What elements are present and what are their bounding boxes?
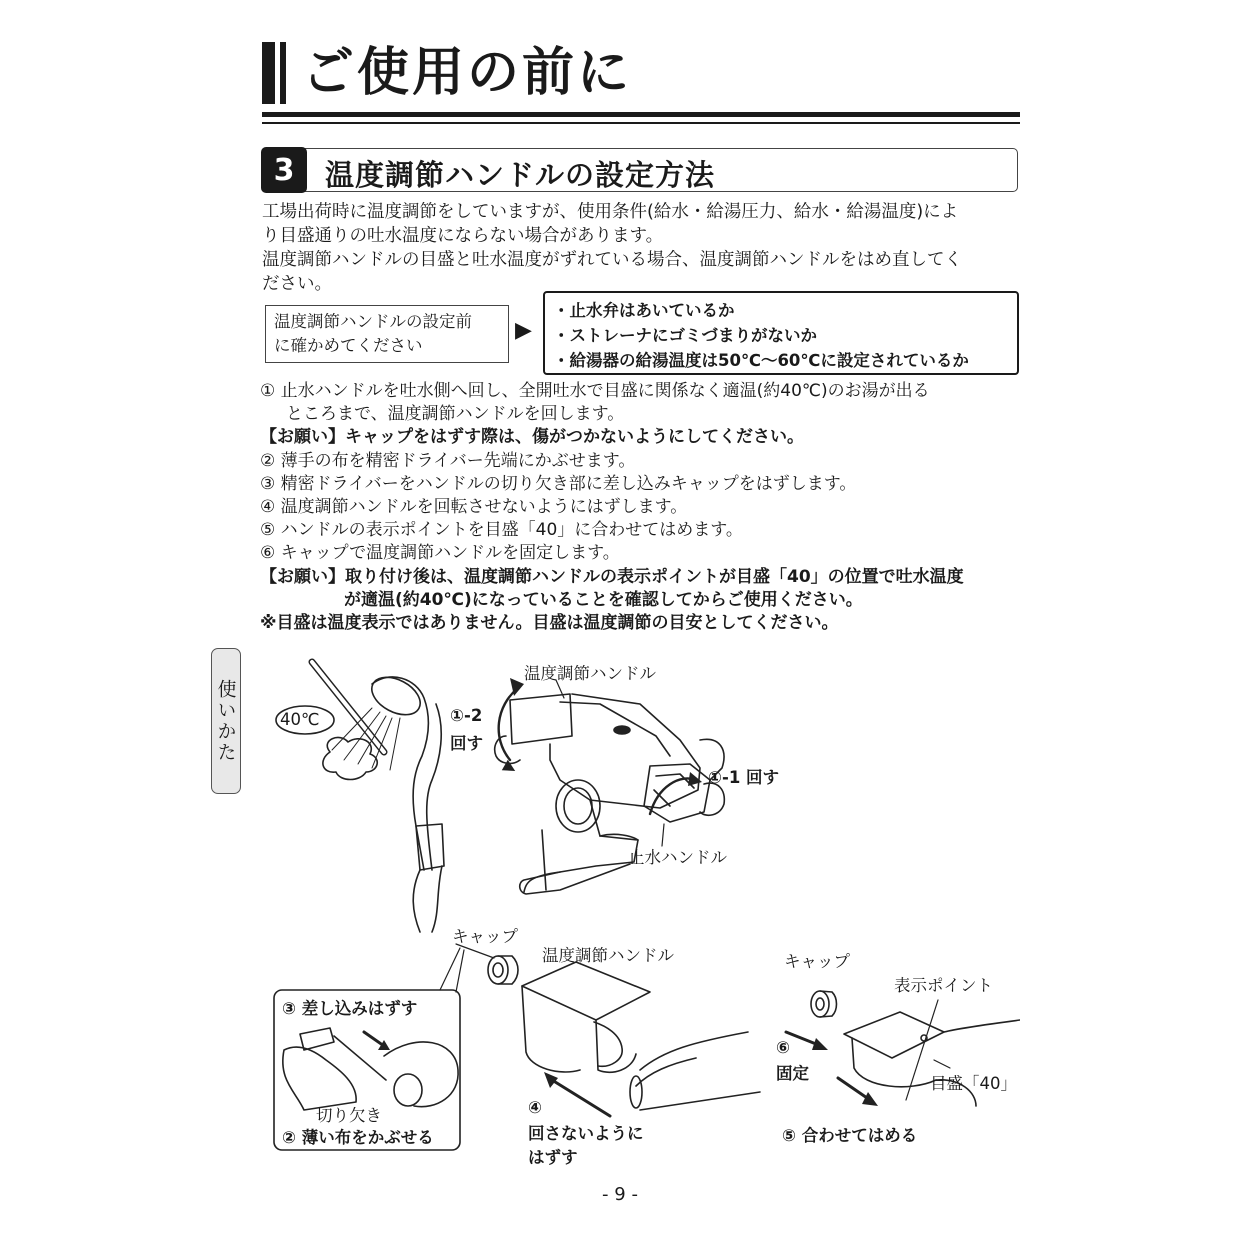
intro-text (262, 200, 1022, 296)
screwdriver-cloth-drawing (283, 1028, 458, 1110)
indicator-point-label: 表示ポイント (894, 976, 993, 995)
stop-handle-label: 止水ハンドル (628, 848, 727, 867)
cap-label: キャップ (784, 952, 850, 971)
step-5: ⑤ ハンドルの表示ポイントを目盛「40」に合わせてはめます。 (260, 520, 743, 541)
page-number: - 9 - (602, 1184, 638, 1205)
step5-label: ⑤ 合わせてはめる (782, 1126, 918, 1145)
caution-note: 【お願い】キャップをはずす際は、傷がつかないようにしてください。 (260, 427, 804, 448)
page-title (262, 40, 632, 106)
intro-line: ださい。 (262, 274, 332, 294)
title-rule-thin (262, 122, 1020, 124)
cap-label: キャップ (452, 927, 518, 946)
precheck-item: ・給湯器の給湯温度は50℃〜60℃に設定されているか (553, 351, 969, 370)
caution-note-cont: が適温(約40℃)になっていることを確認してからご使用ください。 (344, 589, 863, 610)
step-2: ② 薄手の布を精密ドライバー先端にかぶせます。 (260, 450, 636, 471)
side-tab-label: 使いかた (214, 679, 237, 763)
rotate-1-2-label: 回す (450, 734, 483, 753)
step-1-cont: ところまで、温度調節ハンドルを回します。 (286, 404, 625, 425)
step-3: ③ 精密ドライバーをハンドルの切り欠き部に差し込みキャップをはずします。 (260, 473, 857, 494)
step3-callout: ③ 差し込みはずす (282, 999, 418, 1018)
notch-label: 切り欠き (316, 1106, 382, 1125)
section-title: 温度調節ハンドルの設定方法 (325, 158, 716, 192)
precheck-item: ・ストレーナにゴミづまりがないか (553, 326, 817, 345)
precheck-label-line: に確かめてください (274, 336, 423, 355)
intro-line: り目盛通りの吐水温度にならない場合があります。 (262, 226, 664, 246)
steps-list (260, 380, 1030, 635)
temp-handle-label: 温度調節ハンドル (524, 664, 656, 683)
precheck-label-line: 温度調節ハンドルの設定前 (274, 312, 472, 331)
side-tab-usage[interactable] (211, 648, 241, 794)
arrow-right-icon: ▶ (515, 318, 532, 343)
scale-note: ※目盛は温度表示ではありません。目盛は温度調節の目安としてください。 (260, 613, 839, 634)
step2-callout: ② 薄い布をかぶせる (282, 1128, 434, 1147)
cap-handle-exploded-drawing (456, 944, 760, 1116)
temp-label: 40℃ (280, 710, 320, 729)
intro-line: 工場出荷時に温度調節をしていますが、使用条件(給水・給湯圧力、給水・給湯温度)によ (262, 202, 959, 222)
illustration-drawings (260, 640, 1020, 1180)
precheck-item: ・止水弁はあいているか (553, 301, 735, 320)
caution-note: 【お願い】取り付け後は、温度調節ハンドルの表示ポイントが目盛「40」の位置で吐水温度 (260, 566, 964, 587)
temp-handle-label: 温度調節ハンドル (542, 946, 674, 965)
rotate-1-2-label: ①-2 (450, 706, 483, 725)
precheck-list (543, 291, 1019, 375)
title-rule-thick (262, 112, 1020, 117)
shower-thermometer-drawing (276, 662, 444, 932)
step4-number: ④ (528, 1098, 542, 1117)
step6-number: ⑥ (776, 1038, 790, 1057)
step4-label: はずす (528, 1148, 578, 1167)
section-heading (262, 148, 1018, 192)
step6-label: 固定 (776, 1064, 809, 1083)
illustration (260, 640, 1020, 1180)
step-4: ④ 温度調節ハンドルを回転させないようにはずします。 (260, 497, 688, 518)
step-6: ⑥ キャップで温度調節ハンドルを固定します。 (260, 543, 620, 564)
section-number: 3 (261, 147, 307, 193)
precheck-label (265, 305, 509, 363)
title-bars-icon (262, 42, 286, 104)
intro-line: 温度調節ハンドルの目盛と吐水温度がずれている場合、温度調節ハンドルをはめ直してく (262, 250, 962, 270)
scale-40-label: 目盛「40」 (930, 1074, 1017, 1093)
step4-label: 回さないように (528, 1124, 644, 1143)
step-1: ① 止水ハンドルを吐水側へ回し、全開吐水で目盛に関係なく適温(約40℃)のお湯が出る (260, 381, 930, 401)
rotate-1-1-label: ①-1 回す (708, 768, 780, 787)
page-title-text: ご使用の前に (302, 43, 633, 103)
